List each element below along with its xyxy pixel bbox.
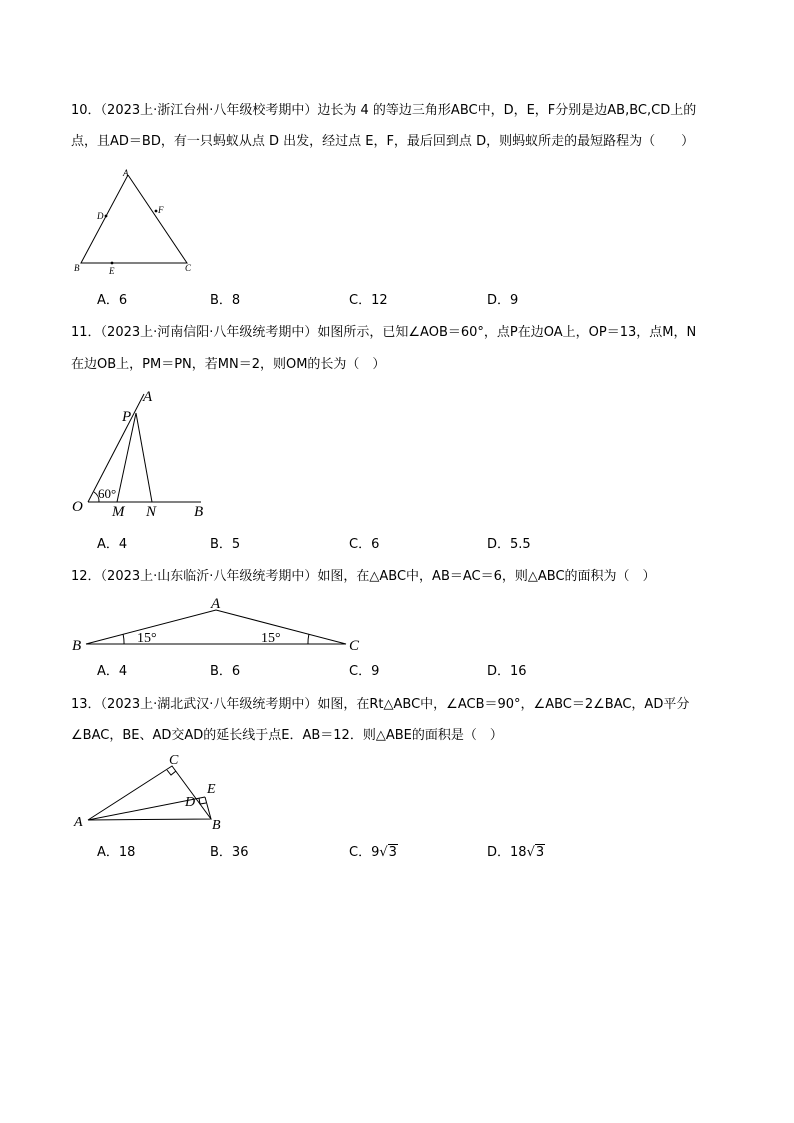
- q11-label-angle: 60°: [98, 486, 117, 501]
- q10-option-c[interactable]: C．12: [349, 293, 388, 308]
- q10-text-line2: 点，且AD＝BD，有一只蚂蚁从点 D 出发，经过点 E，F，最后回到点 D，则蚂蚁所走的最短路程为（ ）: [71, 134, 695, 149]
- q11-text-line2: 在边OB上，PM＝PN，若MN＝2，则OM的长为（ ）: [71, 357, 386, 372]
- q13-option-d-radicand: 3: [535, 845, 545, 860]
- q10-label-e: E: [109, 266, 115, 276]
- sqrt-icon: √: [379, 845, 388, 860]
- q11-option-d[interactable]: D．5.5: [487, 537, 531, 552]
- q11-label-o: O: [72, 499, 83, 515]
- q11-text-line1: 11．（2023上·河南信阳·八年级统考期中）如图所示，已知∠AOB＝60°，点P在边OA上，OP＝13，点M，N: [71, 325, 697, 340]
- q12-option-c[interactable]: C．9: [349, 664, 380, 679]
- q11-option-c[interactable]: C．6: [349, 537, 380, 552]
- q12-option-d[interactable]: D．16: [487, 664, 527, 679]
- q10-option-d[interactable]: D．9: [487, 293, 519, 308]
- q12-triangle-figure: [71, 592, 371, 654]
- q10-option-a[interactable]: A．6: [97, 293, 128, 308]
- q10-point-e: [111, 262, 114, 265]
- q12-label-angle-c: 15°: [261, 631, 281, 646]
- q10-text-line1: 10．（2023上·浙江台州·八年级校考期中）边长为 4 的等边三角形ABC中，D，E，F分别是边AB,BC,CD上的: [71, 103, 697, 118]
- q12-label-b: B: [72, 638, 82, 654]
- q12-label-angle-b: 15°: [137, 631, 157, 646]
- q11-label-n: N: [146, 504, 157, 520]
- q12-option-b[interactable]: B．6: [210, 664, 241, 679]
- q13-label-e: E: [207, 782, 216, 797]
- q11-label-b: B: [194, 504, 204, 520]
- q13-option-d-label: D．18: [487, 845, 527, 860]
- q10-label-f: F: [158, 205, 164, 215]
- q13-option-c-label: C．9: [349, 845, 380, 860]
- q12-text-line1: 12．（2023上·山东临沂·八年级统考期中）如图，在△ABC中，AB＝AC＝6，则△ABC的面积为（ ）: [71, 569, 656, 584]
- q11-option-a[interactable]: A．4: [97, 537, 128, 552]
- q13-right-triangle-figure: [71, 750, 241, 836]
- q13-label-c: C: [169, 753, 179, 768]
- q10-triangle-figure: [71, 166, 201, 278]
- q13-text-line1: 13．（2023上·湖北武汉·八年级统考期中）如图，在Rt△ABC中，∠ACB＝90°，∠ABC＝2∠BAC，AD平分: [71, 697, 690, 712]
- q11-angle-figure: [71, 386, 221, 522]
- q10-label-c: C: [185, 263, 192, 273]
- q13-option-a[interactable]: A．18: [97, 845, 136, 860]
- q10-label-a: A: [123, 168, 129, 178]
- q13-text-line2: ∠BAC，BE、AD交AD的延长线于点E．AB＝12．则△ABE的面积是（ ）: [71, 728, 503, 743]
- q10-label-b: B: [74, 263, 80, 273]
- q10-point-d: [105, 215, 108, 218]
- q11-option-b[interactable]: B．5: [210, 537, 241, 552]
- q13-option-c[interactable]: [349, 844, 398, 862]
- q13-label-d: D: [185, 795, 196, 810]
- q13-option-b[interactable]: B．36: [210, 845, 249, 860]
- sqrt-icon: √: [526, 845, 535, 860]
- q12-option-a[interactable]: A．4: [97, 664, 128, 679]
- q10-point-f: [155, 210, 158, 213]
- q13-label-b: B: [212, 818, 221, 833]
- q11-label-a: A: [143, 389, 153, 405]
- q13-option-c-radicand: 3: [388, 845, 397, 860]
- q10-option-b[interactable]: B．8: [210, 293, 241, 308]
- q13-label-a: A: [74, 815, 83, 830]
- q13-option-d[interactable]: [487, 844, 545, 862]
- q11-label-p: P: [122, 409, 132, 425]
- q12-label-c: C: [349, 638, 360, 654]
- q10-label-d: D: [97, 211, 104, 221]
- q12-label-a: A: [211, 596, 221, 612]
- q11-label-m: M: [112, 504, 125, 520]
